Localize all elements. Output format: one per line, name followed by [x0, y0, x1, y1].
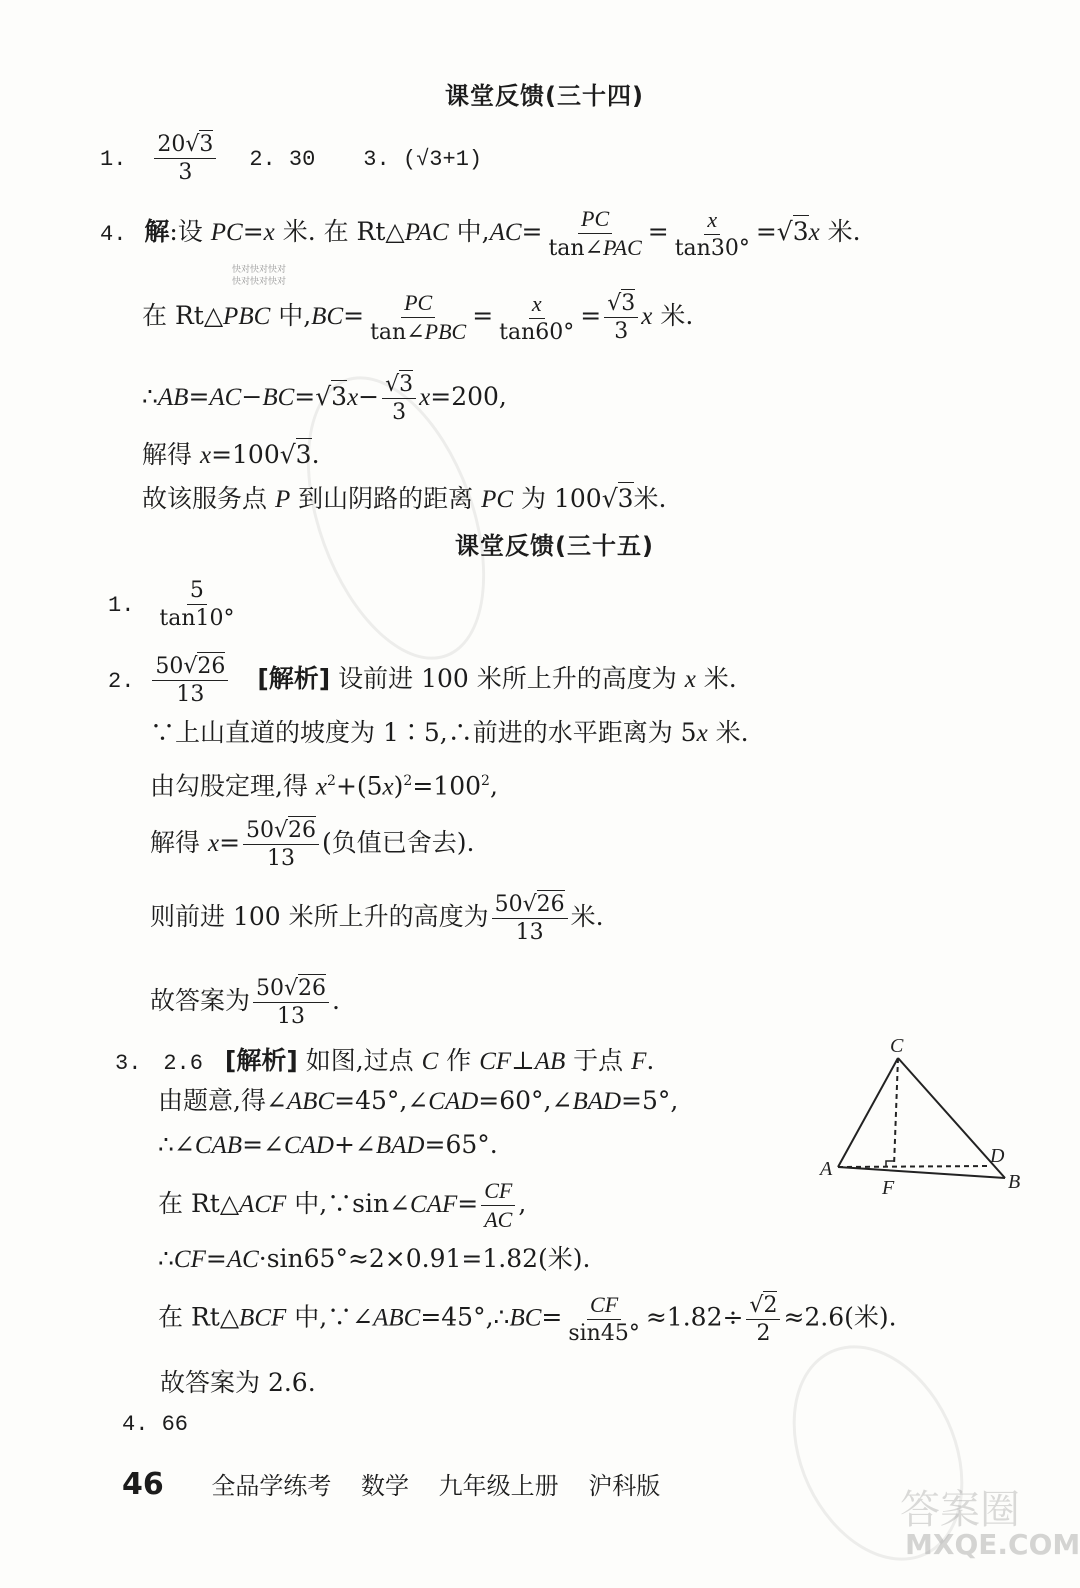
- s35-q3-line5: ∴CF=AC·sin65°≈2×0.91=1.82(米).: [158, 1244, 591, 1273]
- s35-q3-line2: 由题意,得∠ABC=45°,∠CAD=60°,∠BAD=5°,: [158, 1086, 679, 1115]
- s35-q2-line1: 2. $\frac{50√26}{13}$ [解析] 设前进 100 米所上升的高度为 x 米.: [108, 654, 737, 707]
- s35-q2-line2: ∵上山直道的坡度为 1∶5,∴前进的水平距离为 5x 米.: [150, 718, 749, 747]
- s35-q2-line5: 则前进 100 米所上升的高度为 $\frac{50√26}{13}$ 米.: [150, 892, 604, 945]
- s34-q1-row: [100, 132, 482, 185]
- segment-AB: [838, 1167, 1005, 1178]
- segment-AD: [838, 1166, 990, 1167]
- footer-grade: 九年级上册: [438, 1472, 559, 1500]
- watermark-brand: 答案圈: [900, 1487, 1020, 1533]
- footer-edition: 沪科版: [588, 1472, 661, 1500]
- s34-q4-line2: 在 Rt△PBC 中,BC= $\frac{PC}{\text{tan∠PBC}}$ = $\frac{x}{\tan 60^\circ}$ = $\frac{√3}{3}$ x 米.: [142, 290, 694, 345]
- s35-q3-line3: ∴∠CAB=∠CAD+∠BAD=65°.: [158, 1130, 498, 1159]
- label-D: D: [990, 1145, 1005, 1167]
- label-B: B: [1008, 1171, 1021, 1193]
- s34-q4-line1: 4. 解:设 PC=x 米. 在 Rt△PAC 中,AC= $\frac{PC}{\text{tan∠PAC}}$ = $\frac{x}{\tan 30^\circ}$ =√3x 米.: [100, 206, 861, 261]
- s35-q3-answer: 2.6: [163, 1051, 203, 1076]
- s34-q3: 3. (√3+1): [363, 147, 483, 172]
- s34-q4-label: 解: [144, 217, 170, 246]
- s34-q4-line4: 解得 x=100√3.: [142, 440, 320, 469]
- footer-book: 全品学练考: [211, 1472, 332, 1500]
- s35-q4: 4. 66: [122, 1412, 189, 1437]
- s35-q2-tag: [解析]: [257, 664, 331, 693]
- label-F: F: [882, 1177, 895, 1199]
- s35-q1-row: [108, 578, 240, 631]
- s35-q1-answer: $\frac{5}{\tan 10^\circ}$: [159, 578, 235, 631]
- s34-q1-answer: $\frac{20√3}{3}$: [154, 132, 216, 185]
- s35-q1-number: 1.: [108, 593, 135, 618]
- watermark-site: MXQE.COM: [905, 1528, 1080, 1561]
- s34-q1-number: 1.: [100, 147, 127, 172]
- s34-q4-line5: 故该服务点 P 到山阴路的距离 PC 为 100√3米.: [142, 484, 667, 513]
- s35-q2-line6: 故答案为 $\frac{50√26}{13}$ .: [150, 976, 340, 1029]
- footer: [122, 1466, 660, 1502]
- label-C: C: [890, 1035, 904, 1057]
- s35-q3-number: 3.: [115, 1051, 142, 1076]
- s35-q3-line7: 故答案为 2.6.: [160, 1368, 316, 1397]
- s35-q2-line4: 解得 x= $\frac{50√26}{13}$ (负值已舍去).: [150, 818, 475, 871]
- s35-q3-tag: [解析]: [224, 1046, 298, 1075]
- s35-q3-line4: 在 Rt△ACF 中,∵sin∠CAF= $\frac{CF}{AC}$ ,: [158, 1178, 527, 1232]
- segment-CA: [838, 1058, 898, 1167]
- s35-q3-line1: 3. 2.6 [解析] 如图,过点 C 作 CF⊥AB 于点 F.: [115, 1046, 655, 1076]
- s34-q4-line3: ∴AB=AC−BC=√3x− $\frac{√3}{3}$ x=200,: [142, 372, 507, 425]
- page-number: 46: [122, 1467, 164, 1502]
- s34-q2: 2. 30: [249, 147, 316, 172]
- section-title-34: 课堂反馈(三十四): [445, 82, 644, 110]
- triangle-figure: [810, 1030, 1040, 1200]
- s35-q2-number: 2.: [108, 669, 135, 694]
- s35-q2-line3: 由勾股定理,得 $x^2+(5x)^2=100^2$,: [150, 771, 498, 801]
- s34-q4-number: 4.: [100, 222, 127, 247]
- s35-q2-answer: $\frac{50√26}{13}$: [152, 654, 228, 707]
- footer-subject: 数学: [361, 1472, 410, 1500]
- segment-CD: [894, 1058, 898, 1166]
- segment-CB: [898, 1058, 1005, 1178]
- section-title-35: 课堂反馈(三十五): [455, 532, 654, 560]
- s35-q3-line6: 在 Rt△BCF 中,∵∠ABC=45°,∴BC= $\frac{CF}{\sin 45^\circ}$ ≈1.82÷ $\frac{√2}{2}$ ≈2.6(米).: [158, 1292, 897, 1346]
- label-A: A: [820, 1158, 833, 1180]
- watermark-small-text: 快对快对快对 快对快对快对: [232, 265, 287, 287]
